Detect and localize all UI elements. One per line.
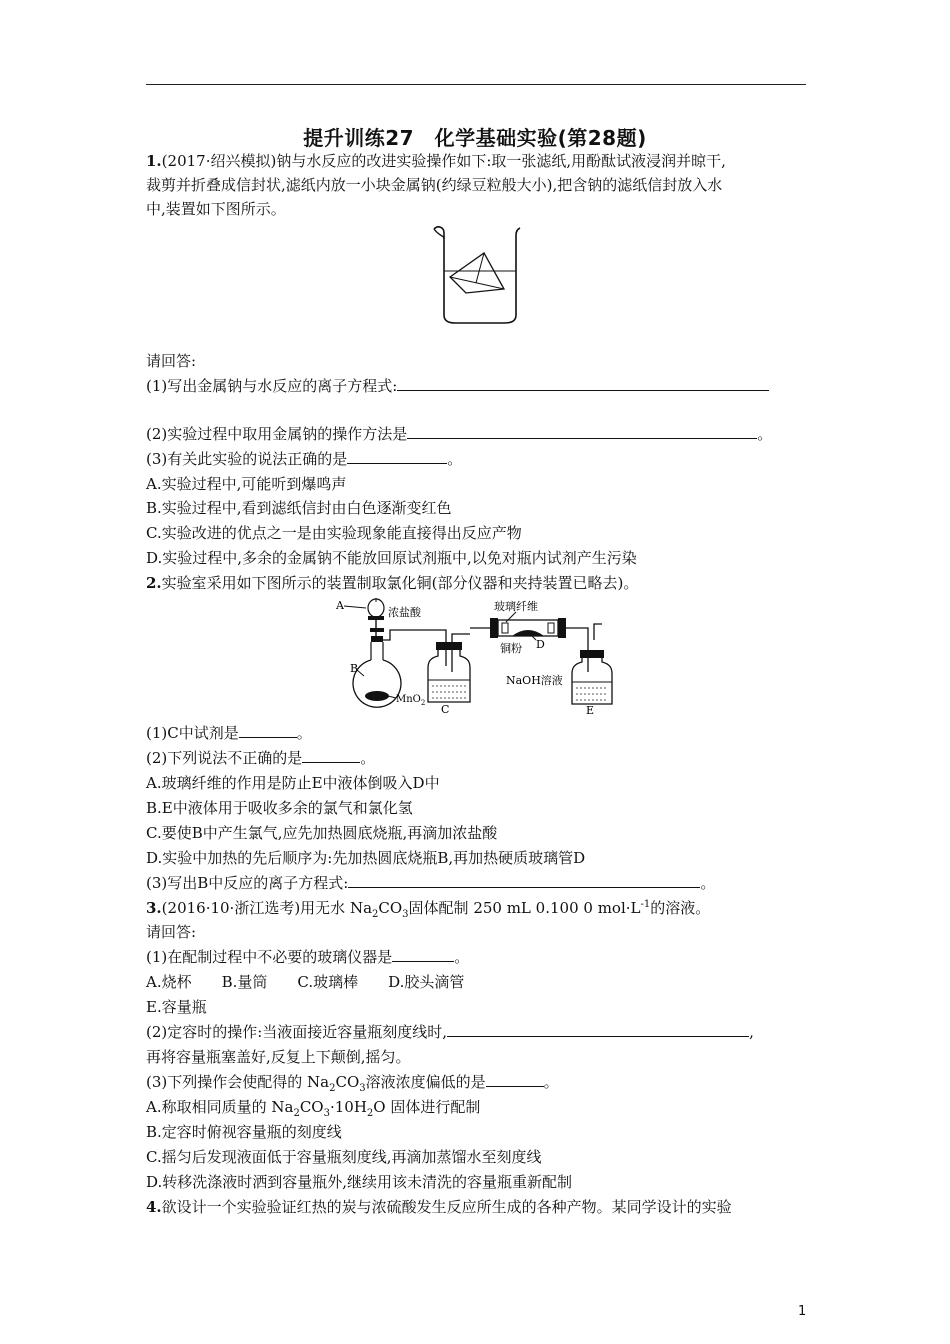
- answer-blank[interactable]: [392, 947, 454, 962]
- q1-option-d: D.实验过程中,多余的金属钠不能放回原试剂瓶中,以免对瓶内试剂产生污染: [146, 549, 637, 567]
- label-a: A: [336, 599, 344, 612]
- q3-option-a: A.称取相同质量的 $Na_2CO_3\cdot 10H_2O$ 固体进行配制: [146, 1098, 481, 1119]
- q3-option-c: C.摇匀后发现液面低于容量瓶刻度线,再滴加蒸馏水至刻度线: [146, 1148, 542, 1166]
- page-title: 提升训练27 化学基础实验(第28题): [303, 126, 647, 150]
- answer-blank[interactable]: [447, 1022, 749, 1037]
- q1-number: 1.: [146, 152, 162, 170]
- answer-blank[interactable]: [348, 873, 700, 888]
- label-d: D: [536, 638, 545, 651]
- label-conc-hcl: 浓盐酸: [388, 606, 421, 619]
- label-mno2: MnO$_2$: [396, 694, 426, 707]
- q3-option-b: B.定容时俯视容量瓶的刻度线: [146, 1123, 342, 1141]
- q4-number: 4.: [146, 1198, 162, 1216]
- answer-blank[interactable]: [302, 748, 360, 763]
- q1-option-a: A.实验过程中,可能听到爆鸣声: [146, 475, 347, 493]
- beaker-figure: [428, 223, 528, 327]
- answer-blank[interactable]: [397, 376, 769, 391]
- answer-blank[interactable]: [407, 424, 757, 439]
- q3-part-2-cont: 再将容量瓶塞盖好,反复上下颠倒,摇匀。: [146, 1048, 411, 1066]
- label-c: C: [441, 703, 450, 714]
- q2-option-d: D.实验中加热的先后顺序为:先加热圆底烧瓶B,再加热硬质玻璃管D: [146, 849, 586, 867]
- answer-blank[interactable]: [486, 1072, 544, 1087]
- label-naoh: NaOH溶液: [506, 674, 563, 687]
- q1-line-1: 1.(2017·绍兴模拟)钠与水反应的改进实验操作如下:取一张滤纸,用酚酞试液浸润并晾干,: [146, 152, 726, 170]
- q3-options-a-d: A.烧杯 B.量筒 C.玻璃棒 D.胶头滴管: [146, 973, 465, 991]
- q1-part-1: (1)写出金属钠与水反应的离子方程式:: [146, 376, 769, 396]
- answer-blank[interactable]: [347, 449, 447, 464]
- page-number: 1: [798, 1304, 807, 1319]
- q3-option-d: D.转移洗涤液时洒到容量瓶外,继续用该未清洗的容量瓶重新配制: [146, 1173, 573, 1191]
- q3-number: 3.: [146, 899, 162, 917]
- answer-blank[interactable]: [239, 723, 297, 738]
- q1-line-2: 裁剪并折叠成信封状,滤纸内放一小块金属钠(约绿豆粒般大小),把含钠的滤纸信封放入水: [146, 176, 723, 194]
- label-glass-fiber: 玻璃纤维: [494, 600, 538, 613]
- q2-option-c: C.要使B中产生氯气,应先加热圆底烧瓶,再滴加浓盐酸: [146, 824, 498, 842]
- q2-line-1: 2.实验室采用如下图所示的装置制取氯化铜(部分仪器和夹持装置已略去)。: [146, 574, 639, 592]
- q1-part-3: (3)有关此实验的说法正确的是 。: [146, 450, 463, 468]
- label-copper-powder: 铜粉: [500, 642, 522, 655]
- apparatus-figure: [330, 596, 620, 714]
- q2-option-b: B.E中液体用于吸收多余的氯气和氯化氢: [146, 799, 413, 817]
- q2-part-3: (3)写出B中反应的离子方程式: 。: [146, 874, 716, 892]
- q3-part-1: (1)在配制过程中不必要的玻璃仪器是 。: [146, 948, 470, 966]
- q1-please-answer: 请回答:: [146, 352, 197, 370]
- q3-part-2: (2)定容时的操作:当液面接近容量瓶刻度线时, ,: [146, 1023, 754, 1041]
- q4-line-1: 4.欲设计一个实验验证红热的炭与浓硫酸发生反应所生成的各种产物。某同学设计的实验: [146, 1198, 732, 1216]
- q2-option-a: A.玻璃纤维的作用是防止E中液体倒吸入D中: [146, 774, 440, 792]
- q2-part-2: (2)下列说法不正确的是 。: [146, 749, 376, 767]
- q2-part-1: (1)C中试剂是 。: [146, 724, 312, 742]
- q3-line-1: 3.(2016·10·浙江选考)用无水 $Na_2CO_3$固体配制 250 mL 0.100 0 $mol\cdot L^{-1}$的溶液。: [146, 899, 711, 920]
- q3-please-answer: 请回答:: [146, 923, 197, 941]
- q1-line-3: 中,装置如下图所示。: [146, 200, 286, 218]
- q1-option-b: B.实验过程中,看到滤纸信封由白色逐渐变红色: [146, 499, 452, 517]
- q3-part-3: (3)下列操作会使配得的 $Na_2CO_3$溶液浓度偏低的是 。: [146, 1073, 559, 1094]
- q2-number: 2.: [146, 574, 162, 592]
- q3-option-e: E.容量瓶: [146, 998, 207, 1016]
- q1-part-2: (2)实验过程中取用金属钠的操作方法是 。: [146, 425, 773, 443]
- label-b: B: [350, 662, 359, 675]
- header-rule: [146, 84, 806, 85]
- q1-option-c: C.实验改进的优点之一是由实验现象能直接得出反应产物: [146, 524, 522, 542]
- label-e: E: [586, 704, 595, 714]
